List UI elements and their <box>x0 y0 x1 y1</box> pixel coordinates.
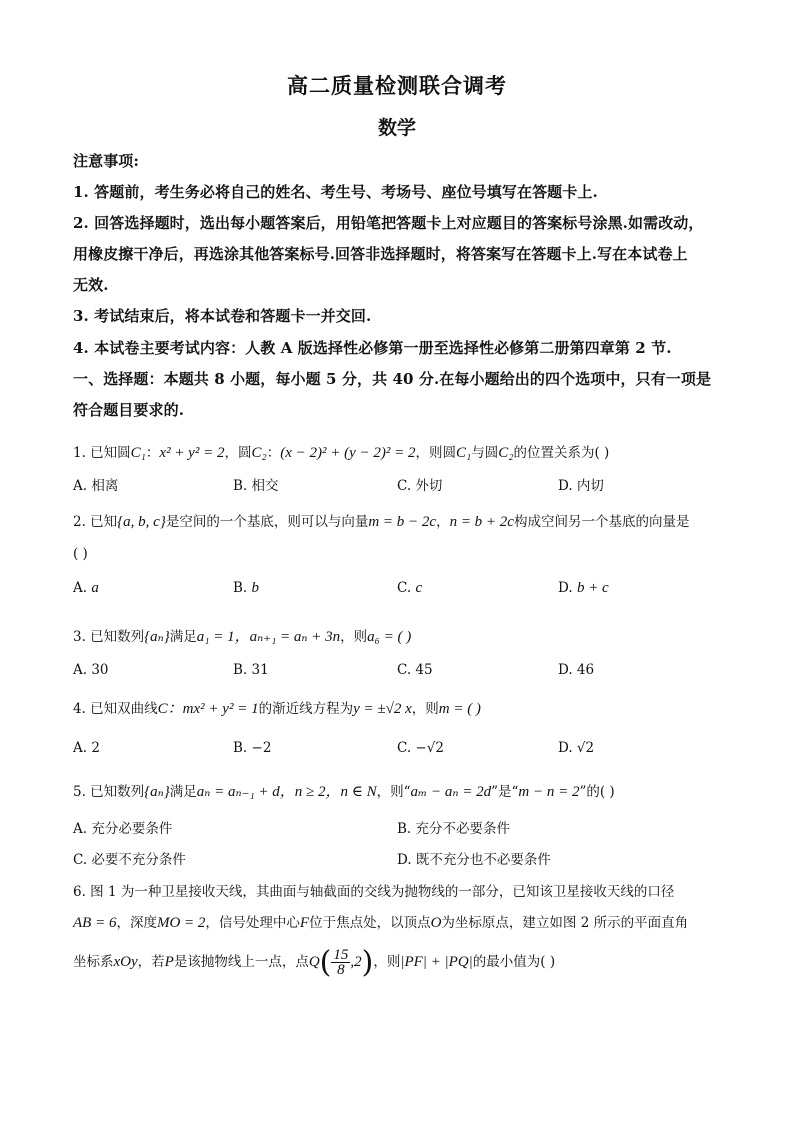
q1-text-2: ，圆 <box>224 445 252 461</box>
q6-text-7: 是该抛物线上一点，点 <box>173 954 309 970</box>
question-3 <box>73 625 733 646</box>
section-heading-line-2: 符合题目要求的. <box>73 401 185 419</box>
q5-statement-1: aₘ − aₙ = 2d <box>410 784 492 800</box>
q6-fraction <box>331 948 350 977</box>
q5-text-2: 满足 <box>169 784 197 800</box>
q5-text-4: ”是“ <box>491 784 519 800</box>
q6-text-5: 坐标系 <box>73 954 114 970</box>
q1-circle-c1-ref: C₁ <box>455 445 472 461</box>
q1-circle-c2-ref: C₂ <box>498 445 514 461</box>
q4-option-a: A. 2 <box>73 740 100 756</box>
q6-line-3: 坐标系xOy，若P是该抛物线上一点，点Q( $\frac{15}{8}$ ,2)，则|PF| + |PQ|的最小值为( ) <box>73 945 556 980</box>
q6-point-p: P <box>164 954 174 970</box>
q2-vector-m: m = b − 2c <box>368 514 437 530</box>
q6-fraction-denominator: 8 <box>337 962 345 978</box>
q6-coordinate-system: xOy <box>113 954 138 970</box>
q2-option-d <box>558 580 609 597</box>
question-2: 2. 已知{a, b, c}是空间的一个基底，则可以与向量m = b − 2c，n = b + 2c构成空间另一个基底的向量是 <box>73 514 690 530</box>
q5-text-5: ”的( ) <box>579 784 615 800</box>
notice-item-2-line-1: 2. 回答选择题时，选出每小题答案后，用铅笔把答题卡上对应题目的答案标号涂黑.如需改动， <box>73 214 704 232</box>
q1-text-5: 的位置关系为( ) <box>513 445 610 461</box>
q6-point-q: Q <box>308 954 320 970</box>
q1-option-b: B. 相交 <box>233 478 279 494</box>
q4-target: m = ( ) <box>438 701 481 717</box>
q6-depth: MO = 2 <box>156 915 206 931</box>
q2-option-a-value: a <box>91 580 99 596</box>
question-1: 1. 已知圆C₁：x² + y² = 2，圆C₂：(x − 2)² + (y − 2)² = 2，则圆C₁与圆C₂的位置关系为( ) <box>73 445 610 461</box>
q4-option-d: D. √2 <box>558 740 595 756</box>
notice-item-4: 4. 本试卷主要考试内容：人教 A 版选择性必修第一册至选择性必修第二册第四章第 2 节. <box>73 339 672 357</box>
q4-text-2: 的渐近线方程为 <box>258 701 354 717</box>
q6-focus: F <box>299 915 310 931</box>
q6-aperture: AB = 6 <box>73 915 117 931</box>
subject-title: 数学 <box>377 117 416 139</box>
q5-option-d: D. 既不充分也不必要条件 <box>397 852 551 868</box>
q4-curve: C：mx² + y² = 1 <box>157 701 259 717</box>
q6-fraction-numerator: 15 <box>333 947 349 963</box>
q2-text-3: 构成空间另一个基底的向量是 <box>513 514 690 530</box>
q1-text-4: 与圆 <box>471 445 499 461</box>
q4-option-b: B. −2 <box>233 740 272 756</box>
q2-vector-n: n = b + 2c <box>449 514 514 530</box>
q2-option-c-value: c <box>415 580 423 596</box>
q3-condition: a₁ = 1，aₙ₊₁ = aₙ + 3n <box>196 629 341 645</box>
q1-text-3: ，则圆 <box>415 445 456 461</box>
q2-basis: {a, b, c} <box>117 514 166 530</box>
q6-text-1: ，深度 <box>116 915 157 931</box>
notice-item-2-line-2: 用橡皮擦干净后，再选涂其他答案标号.回答非选择题时，将答案写在答题卡上.写在本试卷上 <box>73 245 688 263</box>
q4-asymptote: y = ±√2 x <box>353 701 412 717</box>
q5-text-3: ，则“ <box>376 784 411 800</box>
question-5 <box>73 780 733 801</box>
q1-circle-c2: C₂ <box>251 445 267 461</box>
q3-option-b: B. 31 <box>233 662 269 678</box>
q1-text: 1. 已知圆 <box>73 445 131 461</box>
q5-condition: aₙ = aₙ₋₁ + d，n ≥ 2，n ∈ N <box>196 784 377 800</box>
q2-answer-paren: ( ) <box>73 546 88 562</box>
q6-text-8: ，则 <box>373 954 401 970</box>
q6-text-9: 的最小值为( ) <box>472 954 556 970</box>
q6-text-3: 位于焦点处，以顶点 <box>309 915 431 931</box>
q3-option-a: A. 30 <box>73 662 109 678</box>
q5-option-a: A. 充分必要条件 <box>73 821 173 837</box>
q2-option-d-value: b + c <box>576 580 609 596</box>
q2-option-c-label: C. <box>397 580 412 596</box>
q6-text-4: 为坐标原点，建立如图 2 所示的平面直角 <box>441 915 689 931</box>
q3-target: a₆ = ( ) <box>367 629 412 645</box>
q4-text-3: ，则 <box>411 701 439 717</box>
q1-option-d: D. 内切 <box>558 478 604 494</box>
q3-sequence: {aₙ} <box>144 629 170 645</box>
q5-sequence: {aₙ} <box>144 784 170 800</box>
q3-text-3: ，则 <box>340 629 368 645</box>
q1-equation-2: (x − 2)² + (y − 2)² = 2 <box>280 445 416 461</box>
q4-option-c: C. −√2 <box>397 740 444 756</box>
q5-text: 5. 已知数列 <box>73 784 145 800</box>
q6-text-6: ，若 <box>137 954 165 970</box>
q2-option-b-value: b <box>251 580 260 596</box>
notice-item-1: 1. 答题前，考生务必将自己的姓名、考生号、考场号、座位号填写在答题卡上. <box>73 183 598 201</box>
q5-statement-2: m − n = 2 <box>518 784 580 800</box>
q6-point-q-y: 2 <box>354 954 362 970</box>
q1-option-a: A. 相离 <box>73 478 119 494</box>
q6-expression: |PF| + |PQ| <box>400 954 473 970</box>
q6-vertex: O <box>430 915 442 931</box>
q5-option-c: C. 必要不充分条件 <box>73 852 186 868</box>
q5-option-b: B. 充分不必要条件 <box>397 821 511 837</box>
q2-option-a-label: A. <box>73 580 88 596</box>
q6-line-2 <box>73 911 733 932</box>
q6-right-paren: ) <box>361 945 374 980</box>
q6-left-paren: ( <box>319 945 332 980</box>
q2-option-a <box>73 580 99 597</box>
q1-option-c: C. 外切 <box>397 478 443 494</box>
q1-equation-1: x² + y² = 2 <box>159 445 225 461</box>
q3-option-d: D. 46 <box>558 662 595 678</box>
q2-option-d-label: D. <box>558 580 573 596</box>
exam-title: 高二质量检测联合调考 <box>287 73 507 98</box>
section-heading-line-1: 一、选择题：本题共 8 小题，每小题 5 分，共 40 分.在每小题给出的四个选项中，只有一项是 <box>73 370 712 388</box>
notice-heading: 注意事项: <box>73 152 140 170</box>
notice-item-3: 3. 考试结束后，将本试卷和答题卡一并交回. <box>73 307 372 325</box>
notice-item-2-line-3: 无效. <box>73 276 109 294</box>
q2-text: 2. 已知 <box>73 514 118 530</box>
q3-text-2: 满足 <box>169 629 197 645</box>
q2-text-2: 是空间的一个基底，则可以与向量 <box>165 514 369 530</box>
q4-text: 4. 已知双曲线 <box>73 701 158 717</box>
q3-option-c: C. 45 <box>397 662 433 678</box>
q2-option-b <box>233 580 259 597</box>
q2-option-c <box>397 580 422 597</box>
q2-option-b-label: B. <box>233 580 248 596</box>
q6-line-1: 6. 图 1 为一种卫星接收天线，其曲面与轴截面的交线为抛物线的一部分，已知该卫星接收天线的口径 <box>73 884 675 900</box>
q1-circle-c1: C₁ <box>130 445 146 461</box>
q6-text-2: ，信号处理中心 <box>205 915 300 931</box>
q3-text: 3. 已知数列 <box>73 629 145 645</box>
question-4 <box>73 697 733 718</box>
